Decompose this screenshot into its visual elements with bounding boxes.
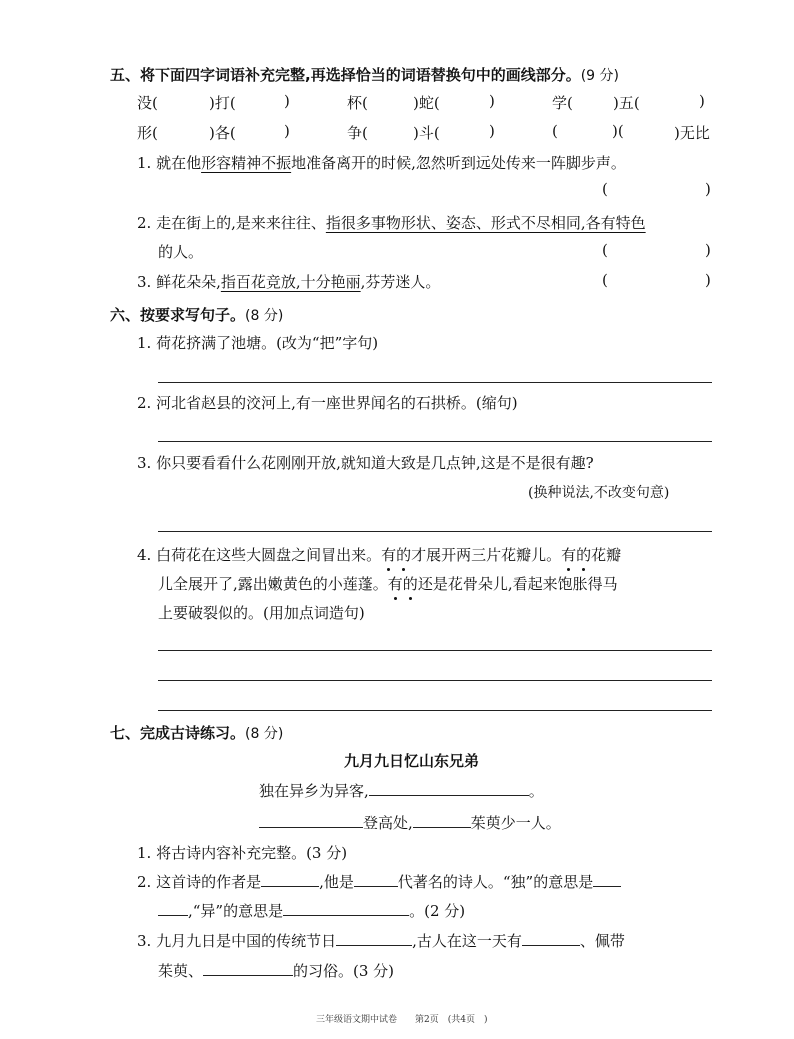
s6-question-4-line-2 — [158, 573, 618, 594]
q-text: 才展开两三片花瓣儿。 — [411, 546, 562, 564]
answer-paren-open[interactable]: ( — [602, 180, 608, 198]
dotted-word: 有 — [561, 546, 577, 564]
answer-blank[interactable] — [261, 871, 319, 887]
idiom-cell: ) — [489, 92, 495, 110]
answer-blank[interactable] — [283, 900, 409, 916]
idiom-cell: )各( — [209, 124, 236, 142]
idiom-cell: )五( — [613, 94, 640, 112]
poem-line-1 — [259, 780, 544, 801]
s7-question-3-line-1 — [137, 930, 625, 951]
poem-text: 茱萸少一人。 — [470, 814, 561, 832]
q-text-continued: 的人。 — [158, 243, 204, 261]
answer-blank[interactable] — [336, 930, 412, 946]
q-text: 茱萸、 — [158, 962, 204, 980]
idiom-cell: )无比 — [674, 124, 710, 142]
idiom-cell: ) — [284, 122, 290, 140]
dotted-word: 的 — [576, 546, 592, 564]
section-5-points: (9 分) — [580, 68, 619, 84]
answer-blank[interactable] — [158, 900, 188, 916]
idiom-row-2 — [0, 122, 794, 144]
answer-line[interactable] — [158, 441, 712, 442]
section-6-points: (8 分) — [245, 308, 284, 324]
page-footer: 三年级语文期中试卷 第2页 (共4页 ) — [316, 1015, 488, 1025]
s5-question-2 — [137, 212, 646, 233]
s6-question-1: 1. 荷花挤满了池塘。(改为“把”字句) — [137, 334, 379, 352]
dotted-word: 有 — [387, 575, 403, 593]
dotted-word: 的 — [402, 575, 418, 593]
q-text: 的习俗。(3 分) — [293, 962, 395, 980]
q-text: ,“异”的意思是 — [188, 902, 284, 920]
q-text: ,他是 — [319, 873, 354, 891]
poem-text: 独在异乡为异客, — [259, 782, 369, 800]
idiom-cell: ) — [284, 92, 290, 110]
idiom-cell: 没( — [137, 94, 158, 112]
poem-blank[interactable] — [413, 812, 471, 828]
s7-question-1: 1. 将古诗内容补充完整。(3 分) — [137, 844, 348, 862]
poem-title: 九月九日忆山东兄弟 — [344, 752, 480, 770]
answer-line[interactable] — [158, 382, 712, 383]
idiom-cell: )打( — [209, 94, 236, 112]
dotted-word: 有 — [381, 546, 397, 564]
s6-question-3-note: (换种说法,不改变句意) — [528, 485, 670, 501]
poem-text: 登高处, — [363, 814, 413, 832]
q-text: 2. 走在街上的,是来来往往、 — [137, 214, 326, 232]
q-text: 。(2 分) — [409, 902, 466, 920]
underlined-phrase: 形容精神不振 — [201, 154, 292, 172]
idiom-cell: )斗( — [413, 124, 440, 142]
section-5-title: 五、将下面四字词语补充完整,再选择恰当的词语替换句中的画线部分。 — [110, 66, 581, 84]
idiom-cell: ) — [699, 92, 705, 110]
q-text: 3. 鲜花朵朵, — [137, 273, 221, 291]
s6-question-2: 2. 河北省赵县的洨河上,有一座世界闻名的石拱桥。(缩句) — [137, 394, 518, 412]
idiom-cell: ) — [489, 122, 495, 140]
s6-question-3: 3. 你只要看看什么花刚刚开放,就知道大致是几点钟,这是不是很有趣? — [137, 454, 594, 472]
q-text: 还是花骨朵儿,看起来饱胀得马 — [417, 575, 618, 593]
section-6-title: 六、按要求写句子。 — [110, 306, 246, 324]
idiom-cell: ( — [552, 122, 558, 140]
idiom-cell: )蛇( — [413, 94, 440, 112]
answer-line[interactable] — [158, 710, 712, 711]
q-text: 、佩带 — [579, 932, 625, 950]
q-text: 代著名的诗人。“独”的意思是 — [397, 873, 594, 891]
answer-paren-close[interactable]: ) — [705, 180, 711, 198]
q-text: ,古人在这一天有 — [412, 932, 522, 950]
section-6-heading — [110, 304, 283, 325]
answer-paren-open[interactable]: ( — [602, 271, 608, 289]
s7-question-3-line-2 — [158, 960, 394, 981]
poem-blank[interactable] — [259, 812, 363, 828]
idiom-cell: 形( — [137, 124, 158, 142]
q-text: 2. 这首诗的作者是 — [137, 873, 262, 891]
q-text: 儿全展开了,露出嫩黄色的小莲蓬。 — [158, 575, 388, 593]
idiom-cell: 争( — [347, 124, 368, 142]
q-text: 1. 就在他 — [137, 154, 202, 172]
section-5-heading — [110, 64, 619, 85]
q-text: 4. 白荷花在这些大圆盘之间冒出来。 — [137, 546, 382, 564]
s6-question-4-line-1 — [137, 544, 621, 565]
s7-question-2-line-2 — [158, 900, 465, 921]
underlined-phrase: 指百花竞放,十分艳丽 — [220, 273, 361, 291]
answer-blank[interactable] — [354, 871, 398, 887]
answer-blank[interactable] — [203, 960, 293, 976]
answer-paren-close[interactable]: ) — [705, 241, 711, 259]
idiom-cell: )( — [612, 122, 624, 140]
idiom-row-1 — [0, 92, 794, 114]
idiom-cell: 杯( — [347, 94, 368, 112]
poem-blank[interactable] — [369, 780, 529, 796]
underlined-phrase: 指很多事物形状、姿态、形式不尽相同,各有特色 — [325, 214, 646, 232]
dotted-word: 的 — [396, 546, 412, 564]
section-7-points: (8 分) — [245, 726, 284, 742]
answer-blank[interactable] — [522, 930, 580, 946]
s6-question-4-line-3: 上要破裂似的。(用加点词造句) — [158, 604, 365, 622]
answer-line[interactable] — [158, 531, 712, 532]
section-7-heading — [110, 722, 283, 743]
s5-question-3 — [137, 271, 440, 292]
answer-line[interactable] — [158, 650, 712, 651]
s5-question-1 — [137, 152, 626, 173]
poem-line-2 — [259, 812, 561, 833]
answer-paren-open[interactable]: ( — [602, 241, 608, 259]
q-text: 3. 九月九日是中国的传统节日 — [137, 932, 337, 950]
q-text: 地准备离开的时候,忽然听到远处传来一阵脚步声。 — [291, 154, 626, 172]
answer-paren-close[interactable]: ) — [705, 271, 711, 289]
section-7-title: 七、完成古诗练习。 — [110, 724, 246, 742]
answer-blank[interactable] — [593, 871, 621, 887]
answer-line[interactable] — [158, 680, 712, 681]
q-text: 花瓣 — [591, 546, 622, 564]
poem-text: 。 — [528, 782, 544, 800]
s7-question-2-line-1 — [137, 871, 621, 892]
idiom-cell: 学( — [552, 94, 573, 112]
q-text: ,芬芳迷人。 — [360, 273, 441, 291]
